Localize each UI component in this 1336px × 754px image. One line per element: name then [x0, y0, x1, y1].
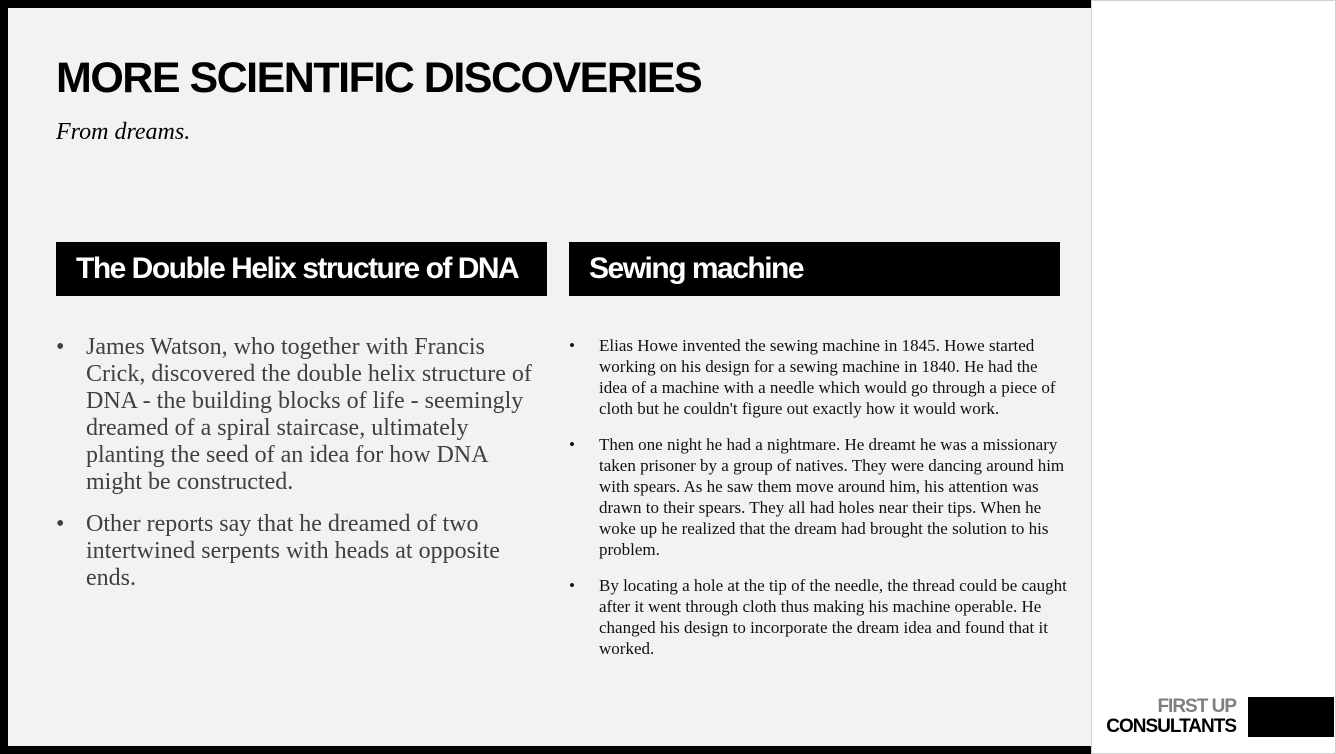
side-panel: [1091, 0, 1336, 754]
bullet-text: Then one night he had a nightmare. He dreamt he was a missionary taken prisoner by a group of natives. They were dancing around him with spears. As he saw them move around him, his attention was drawn to their spears. They all had holes near their tips. When he woke up he realized that the dream had brought the solution to his problem.: [599, 435, 1065, 559]
list-item: [56, 334, 546, 496]
list-item: [56, 511, 546, 592]
bullet-text: James Watson, who together with Francis Crick, discovered the double helix structure of DNA - the building blocks of life - seemingly dreamed of a spiral staircase, ultimately planting the seed of an idea for how DNA might be constructed.: [86, 334, 532, 495]
right-bullet-list: [569, 335, 1069, 674]
left-column-header: The Double Helix structure of DNA: [56, 242, 547, 296]
bullet-icon: •: [569, 435, 575, 454]
slide-title: MORE SCIENTIFIC DISCOVERIES: [56, 54, 702, 102]
logo-line-first-up: FIRST UP: [1157, 696, 1236, 717]
bullet-text: Elias Howe invented the sewing machine in 1845. Howe started working on his design for a sewing machine in 1840. He had the idea of a machine with a needle which would go through a piece of cloth but he couldn't figure out exactly how it would work.: [599, 336, 1056, 418]
bullet-icon: •: [569, 336, 575, 355]
list-item: [569, 575, 1069, 659]
bullet-icon: •: [56, 334, 65, 360]
bullet-text: By locating a hole at the tip of the needle, the thread could be caught after it went through cloth thus making his machine operable. He changed his design to incorporate the dream idea and found that it worked.: [599, 576, 1067, 658]
left-bullet-list: [56, 334, 546, 607]
logo-block: [1248, 697, 1334, 737]
bullet-icon: •: [569, 576, 575, 595]
right-column-header: Sewing machine: [569, 242, 1060, 296]
logo-line-consultants: CONSULTANTS: [1106, 716, 1236, 737]
bullet-icon: •: [56, 511, 65, 537]
slide-subtitle: From dreams.: [56, 119, 191, 145]
list-item: [569, 434, 1069, 560]
bullet-text: Other reports say that he dreamed of two intertwined serpents with heads at opposite ends.: [86, 511, 500, 591]
list-item: [569, 335, 1069, 419]
company-logo: [1106, 697, 1236, 737]
